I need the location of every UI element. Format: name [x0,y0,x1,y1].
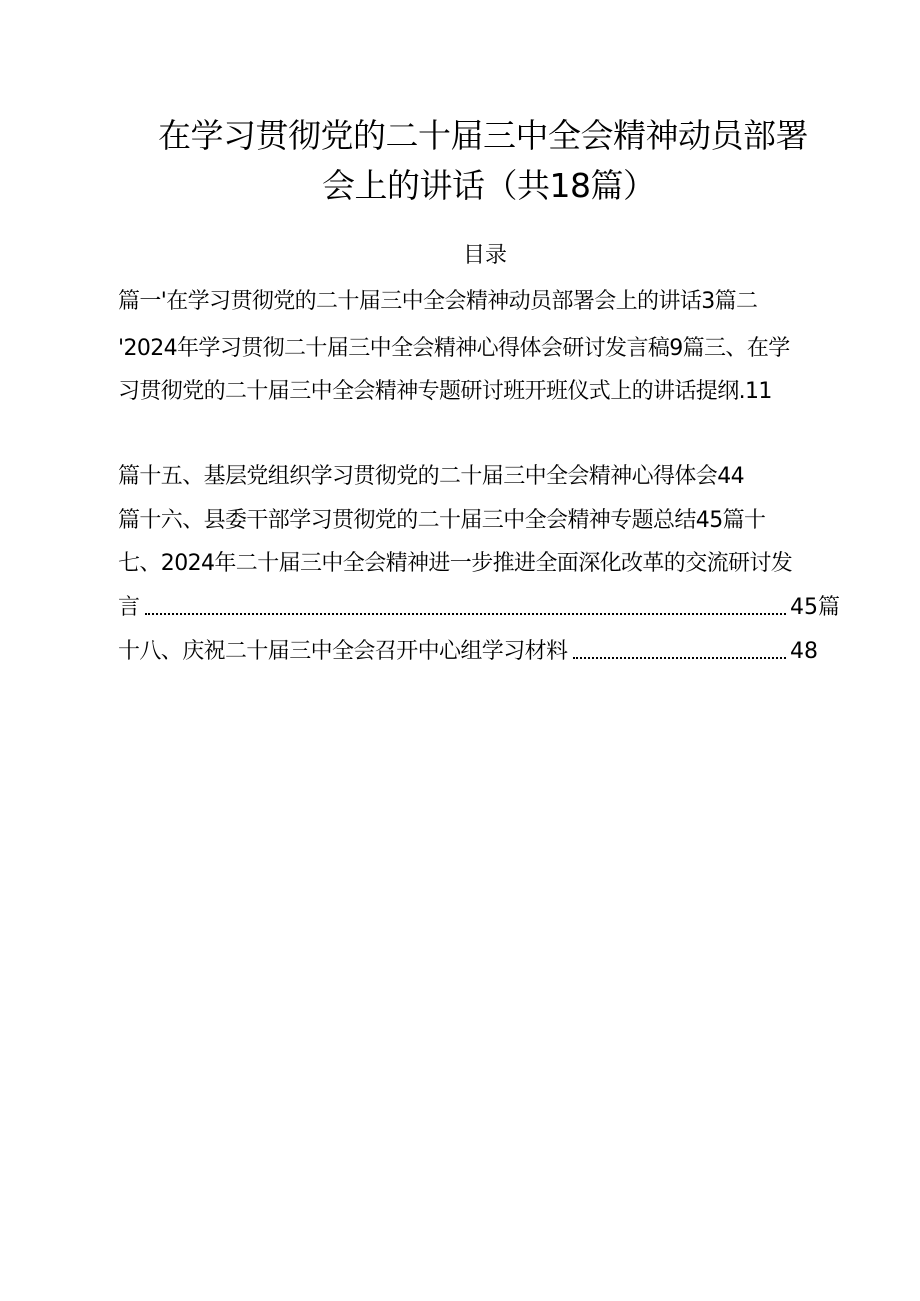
toc-line[interactable]: 习贯彻党的二十届三中全会精神专题研讨班开班仪式上的讲话提纲.11 [118,379,772,404]
toc-entry-text: 十八、庆祝二十届三中全会召开中心组学习材料 [118,639,568,664]
toc-entry-page: 45篇 [790,595,840,620]
toc-line[interactable]: '2024年学习贯彻二十届三中全会精神心得体会研讨发言稿9篇三、在学 [118,336,790,361]
toc-line[interactable]: 篇十六、县委干部学习贯彻党的二十届三中全会精神专题总结45篇十 [118,508,766,533]
toc-entry-page: 48 [790,639,818,664]
toc-heading: 目录 [462,243,507,268]
toc-line[interactable]: 篇一'在学习贯彻党的二十届三中全会精神动员部署会上的讲话3篇二 [118,289,758,314]
toc-entry-dotted[interactable] [118,636,818,668]
toc-line[interactable]: 七、2024年二十届三中全会精神进一步推进全面深化改革的交流研讨发 [118,551,793,576]
dot-leader [573,657,786,659]
toc-line[interactable]: 篇十五、基层党组织学习贯彻党的二十届三中全会精神心得体会44 [118,464,744,489]
dot-leader [145,613,786,615]
document-title-line-1: 在学习贯彻党的二十届三中全会精神动员部署 [158,116,808,155]
toc-entry-dotted[interactable] [118,592,840,624]
toc-entry-text: 言 [118,595,140,620]
document-title-line-2: 会上的讲话（共18篇） [322,166,656,205]
